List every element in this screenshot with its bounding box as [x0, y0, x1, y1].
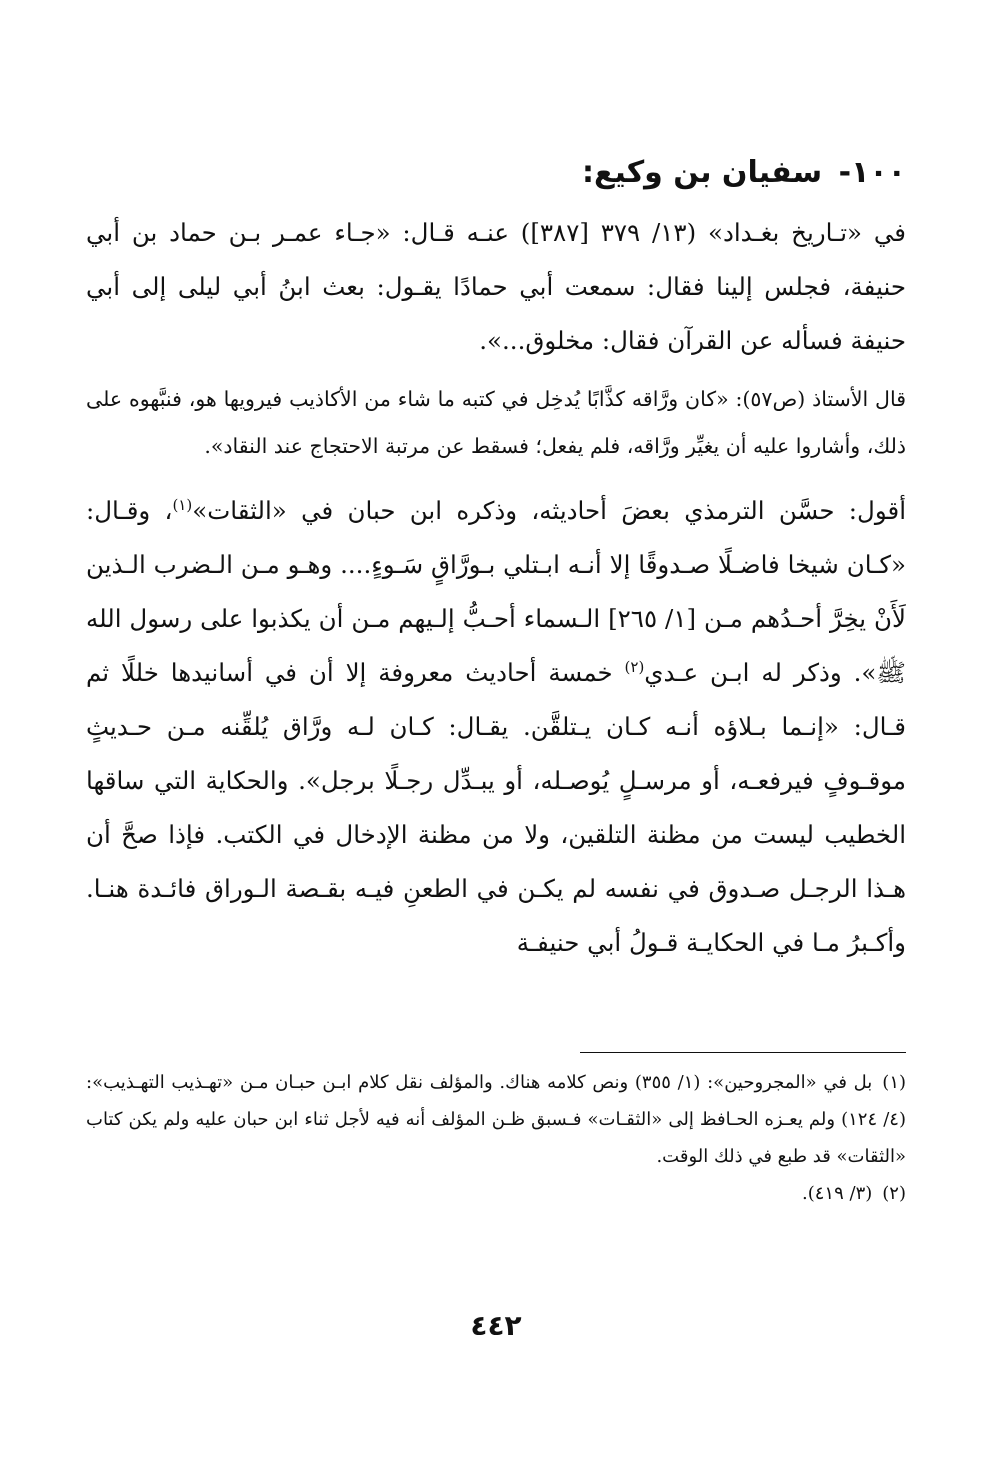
entry-number: ١٠٠-	[838, 155, 906, 190]
footnote-2-text: (٣/ ٤١٩).	[802, 1183, 873, 1204]
footnotes	[86, 1064, 906, 1212]
paragraph-citation: في «تـاريخ بغـداد» (١٣/ ٣٧٩ [٣٨٧]) عنـه قـال: «جـاء عمـر بـن حماد بن أبي حنيفة، فجلس إلينا فقال: سمعت أبي حمادًا يقـول: بعث ابنُ أبي ليلى إلى أبي حنيفة فسأله عن القرآن فقال: مخلوق...».	[86, 218, 907, 355]
response-text-part1: أقول: حسَّن الترمذي بعضَ أحاديثه، وذكره ابن حبان في «الثقات»	[192, 496, 906, 525]
response-text-part2: ، وقـال: «كـان شيخا فاضـلًا صـدوقًا إلا أنـه ابـتلي بـورَّاقٍ سَـوءٍ.... وهـو مـن الـضرب الـذين لَأَنْ يخِرَّ أحـدُهم مـن [١/ ٢٦٥] الـسماء أحـبُّ إلـيهم مـن أن يكذبوا على رسول الله ﷺ». وذكر له ابـن عـدي	[86, 496, 906, 687]
paragraph-response	[86, 484, 906, 970]
response-text-part3: خمسة أحاديث معروفة إلا أن في أسانيدها خللًا ثم قـال: «إنـما بـلاؤه أنـه كـان يـتلقَّن. يقـال: كـان لـه ورَّاق يُلقِّنه مـن حـديثٍ موقـوفٍ فيرفعـه، أو مرسـلٍ يُوصـله، أو يبـدِّل رجـلًا برجل». والحكاية التي ساقها الخطيب ليست من مظنة التلقين، ولا من مظنة الإدخال في الكتب. فإذا صحَّ أن هـذا الرجـل صـدوق في نفسه لم يكـن في الطعنِ فيـه بقـصة الـوراق فائـدة هنـا. وأكـبرُ مـا في الحكايـة قـولُ أبي حنيفـة	[86, 658, 906, 957]
main-text	[86, 148, 906, 970]
footnote-1	[86, 1064, 906, 1175]
entry-title: سفيان بن وكيع:	[581, 155, 823, 190]
footnote-2-mark: (٢)	[882, 1183, 906, 1204]
footnote-ref-2[interactable]: (٢)	[624, 657, 645, 676]
footnote-ref-1[interactable]: (١)	[172, 495, 193, 514]
footnote-separator	[580, 1052, 906, 1053]
section-heading	[86, 148, 906, 198]
footnote-2	[86, 1175, 906, 1212]
footnote-1-mark: (١)	[882, 1072, 907, 1093]
page-number: ٤٤٢	[470, 1309, 522, 1342]
footnote-1-text: بل في «المجروحين»: (١/ ٣٥٥) ونص كلامه هناك. والمؤلف نقل كلام ابـن حبـان مـن «تهـذيب التهـذيب»: (٤/ ١٢٤) ولم يعـزه الحـافظ إلى «الثقـات» فـسبق ظـن المؤلف أنه فيه لأجل ثناء ابن حبان عليه ولم يكن كتاب «الثقات» قد طبع في ذلك الوقت.	[86, 1072, 906, 1167]
paragraph-ustadh-quote: قال الأستاذ (ص٥٧): «كان ورَّاقه كذَّابًا يُدخِل في كتبه ما شاء من الأكاذيب فيرويها هو، فنبَّهوه على ذلك، وأشاروا عليه أن يغيِّر ورَّاقه، فلم يفعل؛ فسقط عن مرتبة الاحتجاج عند النقاد».	[86, 387, 906, 458]
